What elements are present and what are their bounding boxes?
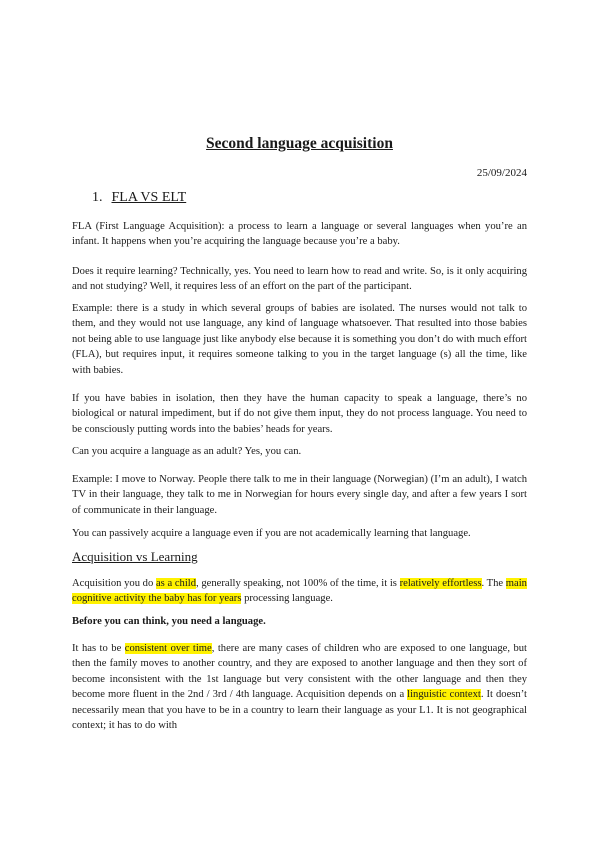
paragraph-example-isolated-babies: Example: there is a study in which several groups of babies are isolated. The nurses would not talk to them, and they would not use language, any kind of language whatsoever. That resulted into those babies not being able to use language just like anybody else because it is something you don’t do with much effort (FLA), but requires input, it requires someone talking to you in the target language (s) all the time, like with babies. [72,303,527,376]
text-run: It has to be [72,643,125,654]
paragraph-require-learning: Does it require learning? Technically, yes. You need to learn how to read and write. So, is it only acquiring and not studying? Well, it requires less of an effort on the part of the participant. [72,266,527,293]
section-number: 1. [92,190,103,205]
text-run: , there are many cases of children who are exposed to one language, but then the family moves to another country, and they are exposed to another language and then they sort of become inconsistent with the 1st language but very consistent with the other language and then they become more fluent in the 2nd / 3rd / 4th language. Acquisition depends on a [72,643,527,701]
highlight-linguistic-context: linguistic context [407,689,481,701]
paragraph-passive-acquisition: You can passively acquire a language even if you are not academically learning that language. [72,528,471,539]
subheading-acquisition-vs-learning: Acquisition vs Learning [72,549,198,564]
highlight-relatively-effortless: relatively effortless [399,578,482,589]
section-heading-text: FLA VS ELT [111,190,187,205]
document-date: 25/09/2024 [476,167,527,179]
text-run: . It doesn’t necessarily mean that you have to be in a country to learn their language as your L1. It is not geographical context; it has to do with [72,689,527,732]
highlight-main-cognitive-activity: main cognitive activity the baby has for years [72,578,527,605]
highlight-consistent-over-time: consistent over time [124,643,212,654]
text-run: . The [481,578,506,589]
paragraph-fla-definition: FLA (First Language Acquisition): a process to learn a language or several languages when you’re an infant. It happens when you’re acquiring the language because you’re a baby. [72,221,527,248]
section-heading-fla-vs-elt [92,188,186,208]
paragraph-adult-question: Can you acquire a language as an adult? Yes, you can. [72,446,302,457]
highlight-as-a-child: as a child [155,578,197,589]
paragraph-consistent-over-time [72,641,527,733]
text-run: , generally speaking, not 100% of the time, it is [196,578,400,589]
text-run: Acquisition you do [72,578,156,589]
paragraph-acquisition-child [72,576,527,607]
paragraph-babies-isolation: If you have babies in isolation, then they have the human capacity to speak a language, there’s no biological or natural impediment, but if do not give them input, they do not process language. You need to be consciously putting words into the babies’ heads for years. [72,393,527,435]
paragraph-think-language-bold: Before you can think, you need a language. [72,616,266,627]
document-title: Second language acquisition [206,135,393,152]
text-run: processing language. [241,593,333,605]
paragraph-example-norway: Example: I move to Norway. People there talk to me in their language (Norwegian) (I’m an adult), I watch TV in their language, they talk to me in Norwegian for hours every single day, and after a few years I sort of communicate in their language. [72,474,527,516]
